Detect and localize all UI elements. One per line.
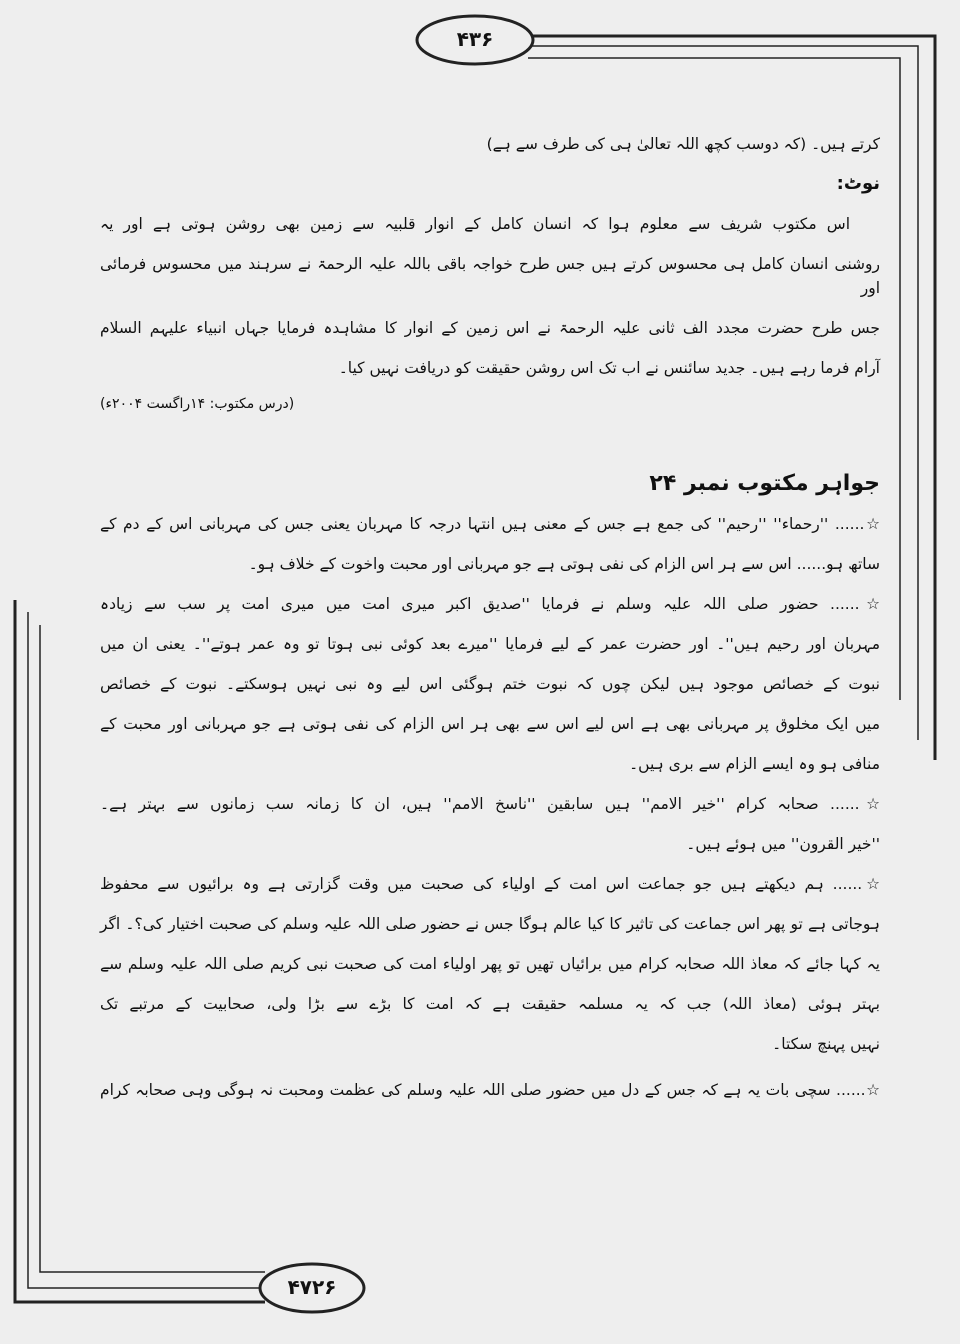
intro-line: کرتے ہیں۔ (کہ دوسب کچھ اللہ تعالیٰ ہی کی طرف سے ہے) xyxy=(486,135,880,153)
body-line: ☆...... صحابہ کرام ''خیر الامم'' ہیں سابقین ''ناسخ الامم'' ہیں، ان کا زمانہ سب زمانوں سے بہتر ہے۔ xyxy=(100,795,880,813)
note-line: جس طرح حضرت مجدد الف ثانی علیہ الرحمۃ نے اس زمین کے انوار کا مشاہدہ فرمایا جہاں انبیاء علیہم السلام xyxy=(100,319,880,337)
body-line: میں ایک مخلوق پر مہربانی بھی ہے اس لیے اس سے بھی ہر اس الزام کی نفی ہوتی ہے جو مہربانی اور محبت کے xyxy=(100,715,880,733)
body-line: ☆...... ہم دیکھتے ہیں جو جماعت اس امت کے اولیاء کی صحبت میں وقت گزارتی ہے وہ برائیوں سے محفوظ xyxy=(100,875,880,893)
note-line: روشنی انسان کامل ہی محسوس کرتے ہیں جس طرح خواجہ باقی باللہ علیہ الرحمۃ نے سرہند میں محسوس فرمائی اور xyxy=(100,255,880,297)
note-line: اس مکتوب شریف سے معلوم ہوا کہ انسان کامل کے انوار قلبیہ سے زمین بھی روشن ہوتی ہے اور یہ xyxy=(100,215,850,233)
body-line: نبوت کے خصائص موجود ہیں لیکن چوں کہ نبوت ختم ہوگئی اس لیے وہ نبی نہیں ہوسکتے۔ نبوت کے خصائص xyxy=(100,675,880,693)
page-text xyxy=(100,124,880,1110)
body-line: ''خیر القرون'' میں ہوئے ہیں۔ xyxy=(686,835,880,853)
body-line: یہ کہا جائے کہ معاذ اللہ صحابہ کرام میں برائیاں تھیں تو پھر اولیاء امت کی صحبت نبی کریم صلی اللہ علیہ وسلم سے xyxy=(100,955,880,973)
note-line: آرام فرما رہے ہیں۔ جدید سائنس نے اب تک اس روشن حقیقت کو دریافت نہیں کیا۔ xyxy=(338,359,880,377)
note-label: نوٹ: xyxy=(836,173,880,194)
body-line: ☆...... ''رحماء'' ''رحیم'' کی جمع ہے جس کے معنی ہیں انتہا درجہ کا مہربان یعنی جس کی مہربانی اس کے دم کے xyxy=(100,515,880,533)
section-heading: جواہر مکتوب نمبر ۲۴ xyxy=(649,471,880,496)
body-line: بہتر ہوئی (معاذ اللہ) جب کہ یہ مسلمہ حقیقت ہے کہ امت کا بڑے سے بڑا ولی، صحابیت کے مرتبے تک xyxy=(100,995,880,1013)
body-line: منافی ہو وہ ایسے الزام سے بری ہیں۔ xyxy=(629,755,880,773)
body-line: مہربان اور رحیم ہیں''۔ اور حضرت عمر کے لیے فرمایا ''میرے بعد کوئی نبی ہوتا تو وہ عمر ہوتے''۔ یعنی ان میں xyxy=(100,635,880,653)
body-line: نہیں پہنچ سکتا۔ xyxy=(772,1035,880,1053)
body-line: ہوجاتی ہے تو پھر اس جماعت کی تاثیر کا کیا عالم ہوگا جس نے حضور صلی اللہ علیہ وسلم کی صحبت اختیار کی؟۔ اگر xyxy=(100,915,880,933)
source-citation: (درس مکتوب: ۱۴راگست ۲۰۰۴ء) xyxy=(100,396,295,412)
body-line: ☆...... سچی بات یہ ہے کہ جس کے دل میں حضور صلی اللہ علیہ وسلم کی عظمت ومحبت نہ ہوگی وہی صحابہ کرام xyxy=(100,1081,880,1099)
body-line: ساتھ ہو...... اس سے ہر اس الزام کی نفی ہوتی ہے جو مہربانی اور محبت واخوت کے خلاف ہو۔ xyxy=(248,555,880,573)
header-page-number: ۴۳۶ xyxy=(456,27,494,51)
footer-page-number: ۴۷۲۶ xyxy=(287,1275,337,1299)
body-line: ☆...... حضور صلی اللہ علیہ وسلم نے فرمایا ''صدیق اکبر میری امت میں میری امت پر سب سے زیادہ xyxy=(100,595,880,613)
